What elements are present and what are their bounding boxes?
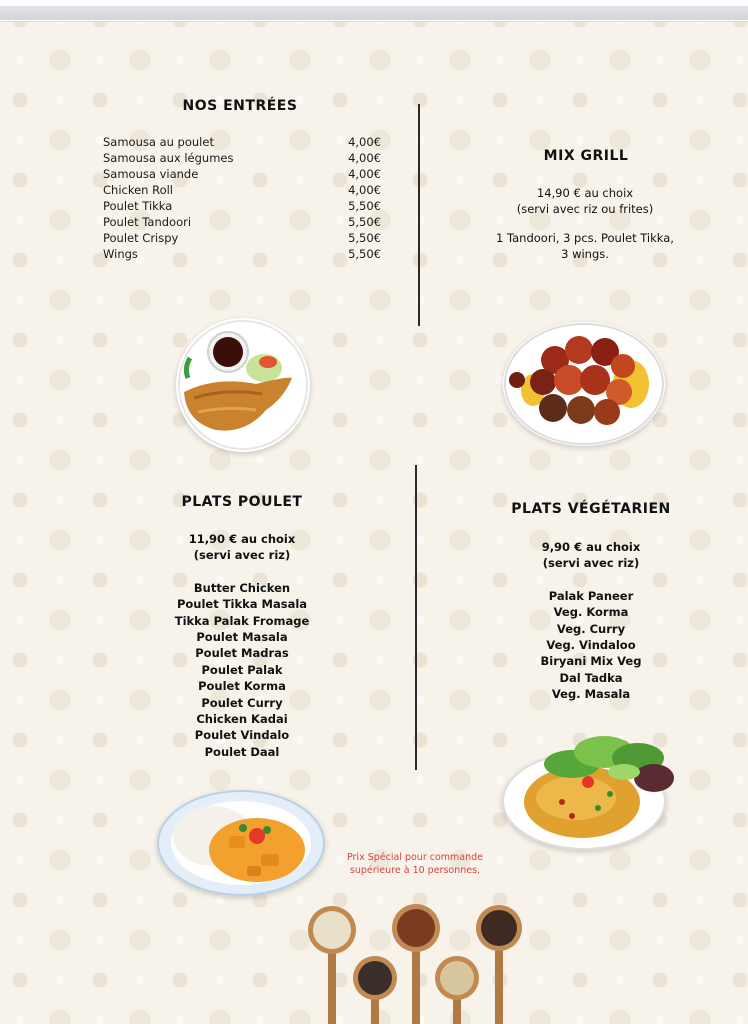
entree-item-name: Chicken Roll <box>103 183 174 197</box>
salad-garnish <box>542 728 676 798</box>
entree-item <box>103 182 381 198</box>
entree-item-price: 4,00€ <box>348 151 381 165</box>
plats-vegetarien-item: Biryani Mix Veg <box>540 654 642 669</box>
mix-grill-note: (servi avec riz ou frites) <box>516 202 654 217</box>
spice-spoons-image <box>300 902 530 1024</box>
entree-item <box>103 166 381 182</box>
entree-item-name: Poulet Tikka <box>103 199 173 213</box>
entree-item-price: 5,50€ <box>348 231 381 245</box>
entree-item-name: Samousa au poulet <box>103 135 214 149</box>
curry-rice-image <box>157 790 325 896</box>
plats-poulet-item: Tikka Palak Fromage <box>174 613 310 628</box>
plats-poulet-price: 11,90 € au choix <box>188 532 296 546</box>
mix-grill-info <box>470 185 700 263</box>
plats-poulet-item: Poulet Daal <box>204 744 280 759</box>
plats-vegetarien-item: Veg. Masala <box>551 687 631 702</box>
plats-vegetarien-title: PLATS VÉGÉTARIEN <box>511 501 671 517</box>
plats-poulet-item: Poulet Masala <box>196 630 288 645</box>
entree-item-price: 5,50€ <box>348 215 381 229</box>
entree-item-price: 4,00€ <box>348 135 381 149</box>
mix-grill-desc-1: 1 Tandoori, 3 pcs. Poulet Tikka, <box>496 230 674 245</box>
special-offer-line-1: Prix Spécial pour commande <box>346 852 484 863</box>
plats-poulet-item: Poulet Curry <box>201 695 283 710</box>
entree-item-price: 4,00€ <box>348 167 381 181</box>
entree-item-price: 5,50€ <box>348 247 381 261</box>
entree-item-name: Poulet Tandoori <box>103 215 192 229</box>
entree-item-name: Samousa aux légumes <box>103 151 234 165</box>
entree-item-price: 5,50€ <box>348 199 381 213</box>
plats-poulet-item: Poulet Tikka Masala <box>176 597 308 612</box>
entree-item <box>103 134 381 150</box>
plats-poulet-item: Poulet Madras <box>195 646 289 661</box>
mix-grill-desc-2: 3 wings. <box>561 247 609 262</box>
plats-poulet-info <box>132 531 352 760</box>
plats-poulet-note: (servi avec riz) <box>193 548 291 563</box>
divider-bottom <box>415 465 417 770</box>
entrees-title: NOS ENTRÉES <box>182 98 298 114</box>
entrees-list <box>103 134 381 262</box>
plats-poulet-item: Poulet Vindalo <box>194 728 290 743</box>
plats-poulet-item: Chicken Kadai <box>196 712 288 727</box>
mix-grill-image <box>503 322 665 446</box>
plats-poulet-item: Poulet Korma <box>198 679 286 694</box>
divider-top <box>418 104 420 326</box>
entree-item <box>103 246 381 262</box>
browser-top-bar <box>0 0 748 22</box>
plats-vegetarien-note: (servi avec riz) <box>542 556 640 571</box>
mix-grill-price: 14,90 € au choix <box>536 186 634 200</box>
entree-item <box>103 230 381 246</box>
plats-poulet-item: Butter Chicken <box>193 580 291 595</box>
plats-vegetarien-info <box>476 539 706 703</box>
entree-item-price: 4,00€ <box>348 183 381 197</box>
plats-poulet-title: PLATS POULET <box>181 494 303 510</box>
special-offer-note <box>330 851 500 877</box>
plats-vegetarien-item: Palak Paneer <box>548 588 634 603</box>
plats-vegetarien-item: Veg. Curry <box>556 621 626 636</box>
entree-item-name: Samousa viande <box>103 167 199 181</box>
plats-vegetarien-price: 9,90 € au choix <box>541 540 641 554</box>
entree-item-name: Wings <box>103 247 138 261</box>
special-offer-line-2: supérieure à 10 personnes. <box>349 865 481 876</box>
entree-item <box>103 150 381 166</box>
plats-vegetarien-item: Veg. Korma <box>553 605 629 620</box>
plats-vegetarien-item: Dal Tadka <box>559 670 623 685</box>
plats-vegetarien-item: Veg. Vindaloo <box>546 638 636 653</box>
entree-item <box>103 198 381 214</box>
entree-dish-image <box>176 318 310 452</box>
plats-poulet-item: Poulet Palak <box>201 662 283 677</box>
mix-grill-title: MIX GRILL <box>543 148 629 164</box>
entree-item-name: Poulet Crispy <box>103 231 179 245</box>
entree-item <box>103 214 381 230</box>
